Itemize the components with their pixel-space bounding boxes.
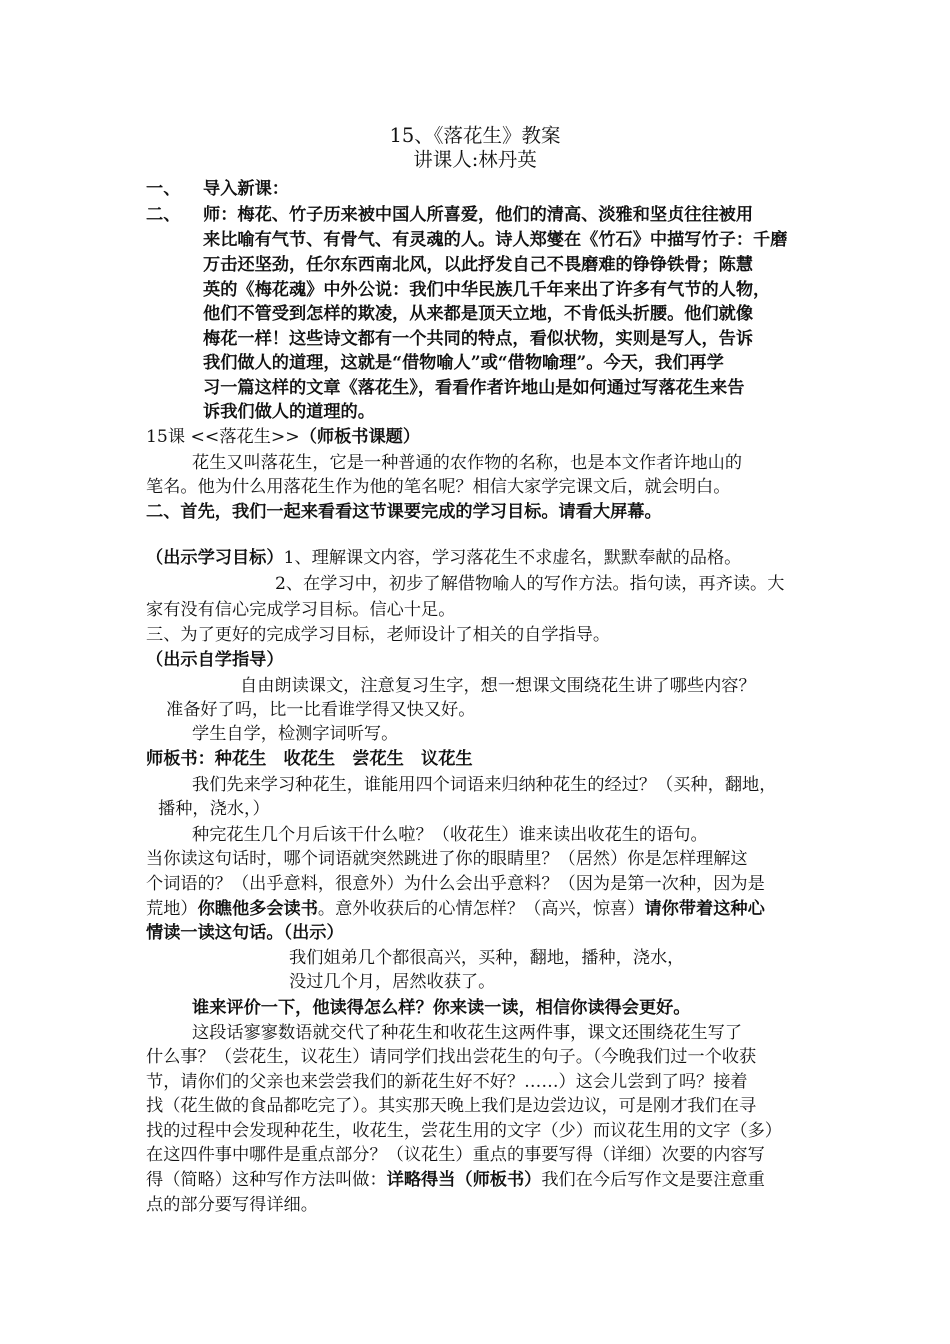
quote-line-1: 我们姐弟几个都很高兴，买种，翻地，播种，浇水，: [289, 948, 685, 968]
summary-line-5: 找的过程中会发现种花生，收花生，尝花生用的文字（少）而议花生用的文字（多）: [146, 1121, 782, 1141]
lecturer-line: 讲课人:林丹英: [413, 148, 537, 171]
lesson-title: 15课 <<落花生>>: [146, 427, 300, 447]
board-writing: 师板书：种花生 收花生 尝花生 议花生: [146, 749, 473, 769]
harvest-instruction: 请你带着这种心: [644, 899, 765, 919]
intro-line-6: 梅花一样！这些诗文都有一个共同的特点，看似状物，实则是写人，告诉: [203, 329, 754, 349]
guide-intro: 三、为了更好的完成学习目标，老师设计了相关的自学指导。: [146, 625, 611, 645]
summary-line-3: 节，请你们的父亲也来尝尝我们的新花生好不好？……）这会儿尝到了吗？接着: [146, 1072, 748, 1092]
guide-line-1: 自由朗读课文，注意复习生字，想一想课文围绕花生讲了哪些内容？: [240, 676, 756, 696]
section-1-heading: 导入新课：: [203, 179, 289, 199]
harvest-praise: 你瞧他多会读书: [197, 899, 318, 919]
intro-line-5: 他们不管受到怎样的欺凌，从来都是顶天立地，不肯低头折腰。他们就像: [203, 304, 754, 324]
intro-line-8: 习一篇这样的文章《落花生》，看看作者许地山是如何通过写落花生来告: [203, 378, 745, 398]
summary-line-8: 点的部分要写得详细。: [146, 1195, 318, 1215]
lesson-note: （师板书课题）: [299, 427, 421, 447]
summary-line-2: 什么事？（尝花生，议花生）请同学们找出尝花生的句子。（今晚我们过一个收获: [146, 1047, 757, 1067]
guide-line-2: 准备好了吗，比一比看谁学得又快又好。: [166, 700, 476, 720]
lesson-line: [146, 425, 420, 449]
intro-line-9: 诉我们做人的道理的。: [203, 402, 375, 422]
document-title: 15、《落花生》教案: [389, 124, 561, 147]
intro-line-7: 我们做人的道理，这就是“借物喻人”或“借物喻理”。今天，我们再学: [203, 353, 724, 373]
harvest-text-2: 。意外收获后的心情怎样？（高兴，惊喜）: [317, 899, 645, 919]
summary-line-1: 这段话寥寥数语就交代了种花生和收花生这两件事，课文还围绕花生写了: [192, 1023, 743, 1043]
harvest-line-3: 个词语的？（出乎意料，很意外）为什么会出乎意料？（因为是第一次种，因为是: [146, 874, 765, 894]
plant-question-line-1: 我们先来学习种花生，谁能用四个词语来归纳种花生的经过？（买种，翻地，: [192, 775, 777, 795]
harvest-line-5: 情读一读这句话。（出示）: [146, 923, 344, 943]
quote-line-2: 没过几个月，居然收获了。: [289, 972, 496, 992]
summary-line-7: [146, 1168, 765, 1192]
section-1-number: 一、: [146, 179, 181, 199]
summary-text: 得（简略）这种写作方法叫做：: [146, 1170, 387, 1190]
harvest-line-1: 种完花生几个月后该干什么啦？（收花生）谁来读出收花生的语句。: [192, 825, 708, 845]
peanut-intro-line-2: 笔名。他为什么用落花生作为他的笔名呢？相信大家学完课文后，就会明白。: [146, 477, 731, 497]
summary-text-2: 我们在今后写作文是要注意重: [541, 1170, 765, 1190]
intro-line-1: 师：梅花、竹子历来被中国人所喜爱，他们的清高、淡雅和坚贞往往被用: [203, 205, 754, 225]
summary-line-4: 找（花生做的食品都吃完了）。其实那天晚上我们是边尝边议，可是刚才我们在寻: [146, 1096, 757, 1116]
goal-2: 2、在学习中，初步了解借物喻人的写作方法。指句读，再齐读。大: [275, 574, 785, 594]
intro-line-2: 来比喻有气节、有骨气、有灵魂的人。诗人郑燮在《竹石》中描写竹子：千磨: [203, 230, 788, 250]
harvest-text: 荒地）: [146, 899, 198, 919]
goals-label: （出示学习目标）: [146, 548, 284, 568]
goal-2-cont: 家有没有信心完成学习目标。信心十足。: [146, 600, 456, 620]
goal-1: 1、理解课文内容，学习落花生不求虚名，默默奉献的品格。: [283, 548, 742, 568]
plant-question-line-2: 播种，浇水，）: [158, 799, 270, 819]
section-2-number: 二、: [146, 205, 181, 225]
peanut-intro-line-1: 花生又叫落花生，它是一种普通的农作物的名称，也是本文作者许地山的: [192, 453, 743, 473]
harvest-line-4: [146, 897, 765, 921]
guide-line-3: 学生自学，检测字词听写。: [192, 724, 399, 744]
guide-label: （出示自学指导）: [146, 650, 284, 670]
summary-term: 详略得当（师板书）: [386, 1170, 542, 1190]
goals-heading: 二、首先，我们一起来看看这节课要完成的学习目标。请看大屏幕。: [146, 502, 662, 522]
intro-line-3: 万击还坚劲，任尔东西南北风，以此抒发自己不畏磨难的铮铮铁骨；陈慧: [203, 255, 754, 275]
harvest-line-2: 当你读这句话时，哪个词语就突然跳进了你的眼睛里？（居然）你是怎样理解这: [146, 849, 748, 869]
goals-line-1: [146, 546, 741, 570]
intro-line-4: 英的《梅花魂》中外公说：我们中华民族几千年来出了许多有气节的人物，: [203, 280, 771, 300]
evaluation-line: 谁来评价一下，他读得怎么样？你来读一读，相信你读得会更好。: [192, 998, 691, 1018]
summary-line-6: 在这四件事中哪件是重点部分？（议花生）重点的事要写得（详细）次要的内容写: [146, 1145, 765, 1165]
